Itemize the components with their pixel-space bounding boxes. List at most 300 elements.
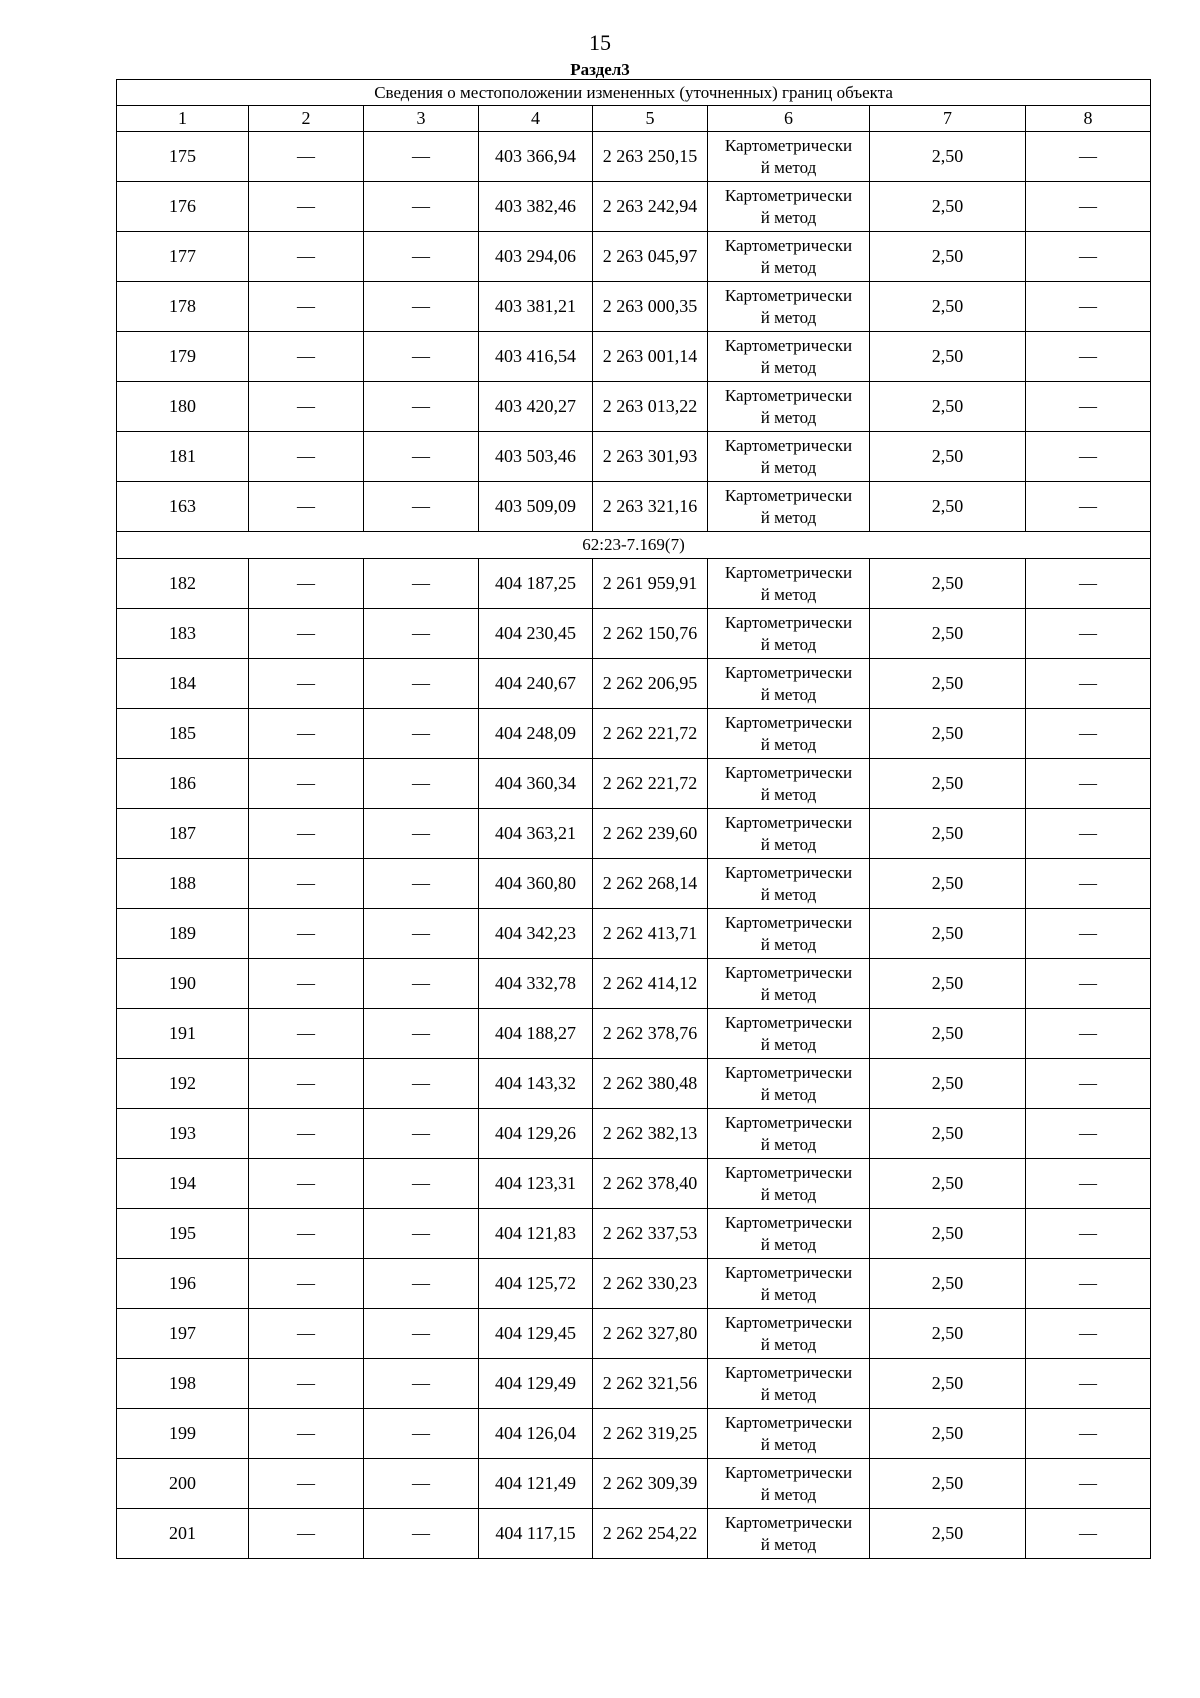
accuracy-cell: 2,50 xyxy=(870,182,1026,232)
method-line-1: Картометрически xyxy=(724,1312,853,1332)
y-coordinate-cell: 2 262 150,76 xyxy=(593,609,708,659)
dash-cell: — xyxy=(1026,1059,1151,1109)
accuracy-cell: 2,50 xyxy=(870,1059,1026,1109)
x-coordinate-cell: 404 125,72 xyxy=(479,1259,593,1309)
accuracy-cell: 2,50 xyxy=(870,709,1026,759)
table-row xyxy=(117,859,1151,909)
column-header: 4 xyxy=(479,106,593,132)
y-coordinate-cell: 2 262 327,80 xyxy=(593,1309,708,1359)
dash-cell: — xyxy=(1026,1109,1151,1159)
accuracy-cell: 2,50 xyxy=(870,809,1026,859)
table-row xyxy=(117,282,1151,332)
method-line-1: Картометрически xyxy=(724,1512,853,1532)
method-cell xyxy=(708,1259,870,1309)
x-coordinate-cell: 404 332,78 xyxy=(479,959,593,1009)
x-coordinate-cell: 404 188,27 xyxy=(479,1009,593,1059)
dash-cell: — xyxy=(364,1309,479,1359)
method-cell xyxy=(708,1509,870,1559)
method-line-1: Картометрически xyxy=(724,862,853,882)
dash-cell: — xyxy=(364,482,479,532)
dash-cell: — xyxy=(364,282,479,332)
method-line-2: й метод xyxy=(760,584,817,604)
accuracy-cell: 2,50 xyxy=(870,382,1026,432)
method-line-2: й метод xyxy=(760,984,817,1004)
dash-cell: — xyxy=(364,1359,479,1409)
x-coordinate-cell: 404 342,23 xyxy=(479,909,593,959)
method-cell xyxy=(708,482,870,532)
table-row xyxy=(117,482,1151,532)
accuracy-cell: 2,50 xyxy=(870,1459,1026,1509)
dash-cell: — xyxy=(364,559,479,609)
accuracy-cell: 2,50 xyxy=(870,1309,1026,1359)
dash-cell: — xyxy=(249,382,364,432)
table-row xyxy=(117,659,1151,709)
method-cell xyxy=(708,232,870,282)
y-coordinate-cell: 2 262 414,12 xyxy=(593,959,708,1009)
method-line-2: й метод xyxy=(760,684,817,704)
dash-cell: — xyxy=(1026,909,1151,959)
group-row xyxy=(117,532,1151,559)
x-coordinate-cell: 404 121,49 xyxy=(479,1459,593,1509)
method-line-1: Картометрически xyxy=(724,1112,853,1132)
accuracy-cell: 2,50 xyxy=(870,482,1026,532)
dash-cell: — xyxy=(364,382,479,432)
method-line-1: Картометрически xyxy=(724,912,853,932)
y-coordinate-cell: 2 262 378,76 xyxy=(593,1009,708,1059)
y-coordinate-cell: 2 262 319,25 xyxy=(593,1409,708,1459)
method-line-1: Картометрически xyxy=(724,712,853,732)
x-coordinate-cell: 403 416,54 xyxy=(479,332,593,382)
method-line-1: Картометрически xyxy=(724,335,853,355)
method-line-2: й метод xyxy=(760,1234,817,1254)
dash-cell: — xyxy=(249,1259,364,1309)
x-coordinate-cell: 403 382,46 xyxy=(479,182,593,232)
dash-cell: — xyxy=(1026,959,1151,1009)
method-line-2: й метод xyxy=(760,1284,817,1304)
accuracy-cell: 2,50 xyxy=(870,1359,1026,1409)
point-number-cell: 163 xyxy=(117,482,249,532)
method-line-2: й метод xyxy=(760,157,817,177)
table-row xyxy=(117,1009,1151,1059)
y-coordinate-cell: 2 262 382,13 xyxy=(593,1109,708,1159)
table-row xyxy=(117,709,1151,759)
dash-cell: — xyxy=(364,1109,479,1159)
method-line-1: Картометрически xyxy=(724,962,853,982)
dash-cell: — xyxy=(1026,432,1151,482)
x-coordinate-cell: 403 381,21 xyxy=(479,282,593,332)
column-header: 6 xyxy=(708,106,870,132)
accuracy-cell: 2,50 xyxy=(870,859,1026,909)
method-line-1: Картометрически xyxy=(724,485,853,505)
method-line-1: Картометрически xyxy=(724,1462,853,1482)
table-row xyxy=(117,1259,1151,1309)
method-line-2: й метод xyxy=(760,884,817,904)
table-body xyxy=(117,132,1151,1559)
dash-cell: — xyxy=(1026,382,1151,432)
point-number-cell: 180 xyxy=(117,382,249,432)
y-coordinate-cell: 2 262 254,22 xyxy=(593,1509,708,1559)
method-line-1: Картометрически xyxy=(724,435,853,455)
method-cell xyxy=(708,1359,870,1409)
table-row xyxy=(117,182,1151,232)
table-row xyxy=(117,382,1151,432)
method-line-2: й метод xyxy=(760,784,817,804)
dash-cell: — xyxy=(364,1459,479,1509)
y-coordinate-cell: 2 262 337,53 xyxy=(593,1209,708,1259)
method-line-2: й метод xyxy=(760,1534,817,1554)
dash-cell: — xyxy=(364,1059,479,1109)
method-line-2: й метод xyxy=(760,457,817,477)
dash-cell: — xyxy=(364,1409,479,1459)
method-line-2: й метод xyxy=(760,1484,817,1504)
method-cell xyxy=(708,182,870,232)
point-number-cell: 185 xyxy=(117,709,249,759)
dash-cell: — xyxy=(249,132,364,182)
y-coordinate-cell: 2 262 413,71 xyxy=(593,909,708,959)
dash-cell: — xyxy=(364,659,479,709)
method-line-1: Картометрически xyxy=(724,562,853,582)
dash-cell: — xyxy=(249,1409,364,1459)
method-cell xyxy=(708,132,870,182)
point-number-cell: 196 xyxy=(117,1259,249,1309)
section-title: Раздел3 xyxy=(570,60,630,79)
dash-cell: — xyxy=(1026,709,1151,759)
y-coordinate-cell: 2 262 321,56 xyxy=(593,1359,708,1409)
dash-cell: — xyxy=(249,1309,364,1359)
method-cell xyxy=(708,332,870,382)
method-line-2: й метод xyxy=(760,307,817,327)
method-cell xyxy=(708,1109,870,1159)
dash-cell: — xyxy=(1026,859,1151,909)
x-coordinate-cell: 404 129,49 xyxy=(479,1359,593,1409)
dash-cell: — xyxy=(249,809,364,859)
x-coordinate-cell: 404 143,32 xyxy=(479,1059,593,1109)
method-line-1: Картометрически xyxy=(724,1062,853,1082)
dash-cell: — xyxy=(364,1009,479,1059)
dash-cell: — xyxy=(364,1509,479,1559)
accuracy-cell: 2,50 xyxy=(870,1159,1026,1209)
dash-cell: — xyxy=(249,559,364,609)
dash-cell: — xyxy=(364,182,479,232)
table-row xyxy=(117,559,1151,609)
dash-cell: — xyxy=(1026,332,1151,382)
dash-cell: — xyxy=(249,909,364,959)
dash-cell: — xyxy=(249,232,364,282)
x-coordinate-cell: 404 126,04 xyxy=(479,1409,593,1459)
dash-cell: — xyxy=(249,659,364,709)
table-row xyxy=(117,959,1151,1009)
dash-cell: — xyxy=(1026,1409,1151,1459)
x-coordinate-cell: 404 187,25 xyxy=(479,559,593,609)
method-cell xyxy=(708,1459,870,1509)
dash-cell: — xyxy=(249,482,364,532)
method-cell xyxy=(708,1009,870,1059)
point-number-cell: 176 xyxy=(117,182,249,232)
x-coordinate-cell: 403 294,06 xyxy=(479,232,593,282)
method-line-2: й метод xyxy=(760,1434,817,1454)
x-coordinate-cell: 404 360,34 xyxy=(479,759,593,809)
point-number-cell: 190 xyxy=(117,959,249,1009)
table-row xyxy=(117,1159,1151,1209)
dash-cell: — xyxy=(364,332,479,382)
dash-cell: — xyxy=(1026,232,1151,282)
x-coordinate-cell: 403 366,94 xyxy=(479,132,593,182)
dash-cell: — xyxy=(249,1109,364,1159)
point-number-cell: 188 xyxy=(117,859,249,909)
column-header: 8 xyxy=(1026,106,1151,132)
dash-cell: — xyxy=(364,959,479,1009)
table-row xyxy=(117,432,1151,482)
table-row xyxy=(117,1309,1151,1359)
x-coordinate-cell: 404 129,26 xyxy=(479,1109,593,1159)
dash-cell: — xyxy=(1026,482,1151,532)
dash-cell: — xyxy=(1026,1359,1151,1409)
point-number-cell: 189 xyxy=(117,909,249,959)
method-cell xyxy=(708,959,870,1009)
method-cell xyxy=(708,909,870,959)
dash-cell: — xyxy=(1026,809,1151,859)
dash-cell: — xyxy=(364,859,479,909)
table-row xyxy=(117,1409,1151,1459)
point-number-cell: 201 xyxy=(117,1509,249,1559)
table-row xyxy=(117,909,1151,959)
table-row xyxy=(117,1059,1151,1109)
method-line-1: Картометрически xyxy=(724,235,853,255)
dash-cell: — xyxy=(364,132,479,182)
method-line-2: й метод xyxy=(760,1034,817,1054)
accuracy-cell: 2,50 xyxy=(870,909,1026,959)
point-number-cell: 184 xyxy=(117,659,249,709)
method-line-1: Картометрически xyxy=(724,285,853,305)
y-coordinate-cell: 2 262 380,48 xyxy=(593,1059,708,1109)
y-coordinate-cell: 2 261 959,91 xyxy=(593,559,708,609)
point-number-cell: 200 xyxy=(117,1459,249,1509)
table-caption: Сведения о местоположении измененных (уточненных) границ объекта xyxy=(117,80,1151,106)
dash-cell: — xyxy=(249,1159,364,1209)
dash-cell: — xyxy=(249,1459,364,1509)
column-header: 1 xyxy=(117,106,249,132)
table-row xyxy=(117,609,1151,659)
x-coordinate-cell: 404 121,83 xyxy=(479,1209,593,1259)
dash-cell: — xyxy=(1026,609,1151,659)
dash-cell: — xyxy=(249,1059,364,1109)
accuracy-cell: 2,50 xyxy=(870,332,1026,382)
dash-cell: — xyxy=(249,859,364,909)
y-coordinate-cell: 2 263 321,16 xyxy=(593,482,708,532)
table-row xyxy=(117,1509,1151,1559)
method-line-1: Картометрически xyxy=(724,1412,853,1432)
accuracy-cell: 2,50 xyxy=(870,232,1026,282)
dash-cell: — xyxy=(249,1359,364,1409)
method-line-2: й метод xyxy=(760,207,817,227)
point-number-cell: 183 xyxy=(117,609,249,659)
method-line-1: Картометрически xyxy=(724,662,853,682)
method-line-1: Картометрически xyxy=(724,812,853,832)
method-cell xyxy=(708,382,870,432)
y-coordinate-cell: 2 263 301,93 xyxy=(593,432,708,482)
dash-cell: — xyxy=(1026,759,1151,809)
method-cell xyxy=(708,1209,870,1259)
boundary-table xyxy=(116,79,1151,1559)
dash-cell: — xyxy=(249,1009,364,1059)
y-coordinate-cell: 2 263 000,35 xyxy=(593,282,708,332)
x-coordinate-cell: 404 123,31 xyxy=(479,1159,593,1209)
method-cell xyxy=(708,1309,870,1359)
dash-cell: — xyxy=(249,432,364,482)
table-row xyxy=(117,332,1151,382)
dash-cell: — xyxy=(1026,559,1151,609)
dash-cell: — xyxy=(1026,1159,1151,1209)
method-line-2: й метод xyxy=(760,1384,817,1404)
method-line-1: Картометрически xyxy=(724,1262,853,1282)
point-number-cell: 186 xyxy=(117,759,249,809)
method-line-1: Картометрически xyxy=(724,1162,853,1182)
dash-cell: — xyxy=(364,759,479,809)
y-coordinate-cell: 2 262 239,60 xyxy=(593,809,708,859)
method-line-1: Картометрически xyxy=(724,1212,853,1232)
accuracy-cell: 2,50 xyxy=(870,1109,1026,1159)
method-line-2: й метод xyxy=(760,1084,817,1104)
accuracy-cell: 2,50 xyxy=(870,1509,1026,1559)
y-coordinate-cell: 2 263 013,22 xyxy=(593,382,708,432)
table-row xyxy=(117,1459,1151,1509)
point-number-cell: 187 xyxy=(117,809,249,859)
method-line-2: й метод xyxy=(760,934,817,954)
dash-cell: — xyxy=(1026,1459,1151,1509)
x-coordinate-cell: 403 503,46 xyxy=(479,432,593,482)
x-coordinate-cell: 404 248,09 xyxy=(479,709,593,759)
y-coordinate-cell: 2 263 250,15 xyxy=(593,132,708,182)
table-row xyxy=(117,1209,1151,1259)
x-coordinate-cell: 404 230,45 xyxy=(479,609,593,659)
table-row xyxy=(117,232,1151,282)
method-cell xyxy=(708,859,870,909)
column-header: 7 xyxy=(870,106,1026,132)
point-number-cell: 191 xyxy=(117,1009,249,1059)
table-row xyxy=(117,759,1151,809)
point-number-cell: 197 xyxy=(117,1309,249,1359)
dash-cell: — xyxy=(249,709,364,759)
point-number-cell: 198 xyxy=(117,1359,249,1409)
dash-cell: — xyxy=(249,282,364,332)
dash-cell: — xyxy=(249,1509,364,1559)
dash-cell: — xyxy=(1026,659,1151,709)
method-line-2: й метод xyxy=(760,734,817,754)
method-line-2: й метод xyxy=(760,1334,817,1354)
table-row xyxy=(117,1359,1151,1409)
dash-cell: — xyxy=(1026,1509,1151,1559)
method-line-1: Картометрически xyxy=(724,135,853,155)
method-cell xyxy=(708,609,870,659)
dash-cell: — xyxy=(249,332,364,382)
dash-cell: — xyxy=(364,432,479,482)
column-header: 2 xyxy=(249,106,364,132)
accuracy-cell: 2,50 xyxy=(870,1409,1026,1459)
method-line-2: й метод xyxy=(760,1184,817,1204)
dash-cell: — xyxy=(364,1209,479,1259)
dash-cell: — xyxy=(1026,1309,1151,1359)
method-cell xyxy=(708,282,870,332)
method-line-1: Картометрически xyxy=(724,762,853,782)
method-cell xyxy=(708,1409,870,1459)
accuracy-cell: 2,50 xyxy=(870,959,1026,1009)
method-cell xyxy=(708,709,870,759)
y-coordinate-cell: 2 262 221,72 xyxy=(593,709,708,759)
point-number-cell: 193 xyxy=(117,1109,249,1159)
accuracy-cell: 2,50 xyxy=(870,1259,1026,1309)
y-coordinate-cell: 2 263 001,14 xyxy=(593,332,708,382)
dash-cell: — xyxy=(364,709,479,759)
method-cell xyxy=(708,659,870,709)
method-line-1: Картометрически xyxy=(724,1012,853,1032)
dash-cell: — xyxy=(364,232,479,282)
method-cell xyxy=(708,1159,870,1209)
dash-cell: — xyxy=(364,1159,479,1209)
method-line-1: Картометрически xyxy=(724,612,853,632)
dash-cell: — xyxy=(249,759,364,809)
dash-cell: — xyxy=(1026,1209,1151,1259)
accuracy-cell: 2,50 xyxy=(870,609,1026,659)
point-number-cell: 192 xyxy=(117,1059,249,1109)
dash-cell: — xyxy=(1026,182,1151,232)
table-row xyxy=(117,809,1151,859)
dash-cell: — xyxy=(364,909,479,959)
x-coordinate-cell: 404 360,80 xyxy=(479,859,593,909)
column-header: 3 xyxy=(364,106,479,132)
page-number: 15 xyxy=(589,30,611,55)
method-cell xyxy=(708,809,870,859)
method-line-2: й метод xyxy=(760,257,817,277)
accuracy-cell: 2,50 xyxy=(870,559,1026,609)
method-cell xyxy=(708,1059,870,1109)
point-number-cell: 194 xyxy=(117,1159,249,1209)
dash-cell: — xyxy=(249,609,364,659)
dash-cell: — xyxy=(1026,132,1151,182)
group-label: 62:23-7.169(7) xyxy=(117,532,1151,559)
method-line-2: й метод xyxy=(760,507,817,527)
x-coordinate-cell: 404 240,67 xyxy=(479,659,593,709)
point-number-cell: 179 xyxy=(117,332,249,382)
point-number-cell: 175 xyxy=(117,132,249,182)
point-number-cell: 178 xyxy=(117,282,249,332)
dash-cell: — xyxy=(1026,282,1151,332)
point-number-cell: 199 xyxy=(117,1409,249,1459)
method-line-1: Картометрически xyxy=(724,385,853,405)
x-coordinate-cell: 404 117,15 xyxy=(479,1509,593,1559)
x-coordinate-cell: 404 363,21 xyxy=(479,809,593,859)
accuracy-cell: 2,50 xyxy=(870,432,1026,482)
column-header: 5 xyxy=(593,106,708,132)
accuracy-cell: 2,50 xyxy=(870,282,1026,332)
y-coordinate-cell: 2 262 309,39 xyxy=(593,1459,708,1509)
method-line-2: й метод xyxy=(760,1134,817,1154)
x-coordinate-cell: 404 129,45 xyxy=(479,1309,593,1359)
accuracy-cell: 2,50 xyxy=(870,1009,1026,1059)
accuracy-cell: 2,50 xyxy=(870,659,1026,709)
y-coordinate-cell: 2 262 206,95 xyxy=(593,659,708,709)
dash-cell: — xyxy=(364,809,479,859)
y-coordinate-cell: 2 262 221,72 xyxy=(593,759,708,809)
x-coordinate-cell: 403 509,09 xyxy=(479,482,593,532)
method-line-2: й метод xyxy=(760,634,817,654)
method-line-1: Картометрически xyxy=(724,1362,853,1382)
dash-cell: — xyxy=(1026,1259,1151,1309)
point-number-cell: 177 xyxy=(117,232,249,282)
x-coordinate-cell: 403 420,27 xyxy=(479,382,593,432)
dash-cell: — xyxy=(249,182,364,232)
method-cell xyxy=(708,432,870,482)
dash-cell: — xyxy=(1026,1009,1151,1059)
